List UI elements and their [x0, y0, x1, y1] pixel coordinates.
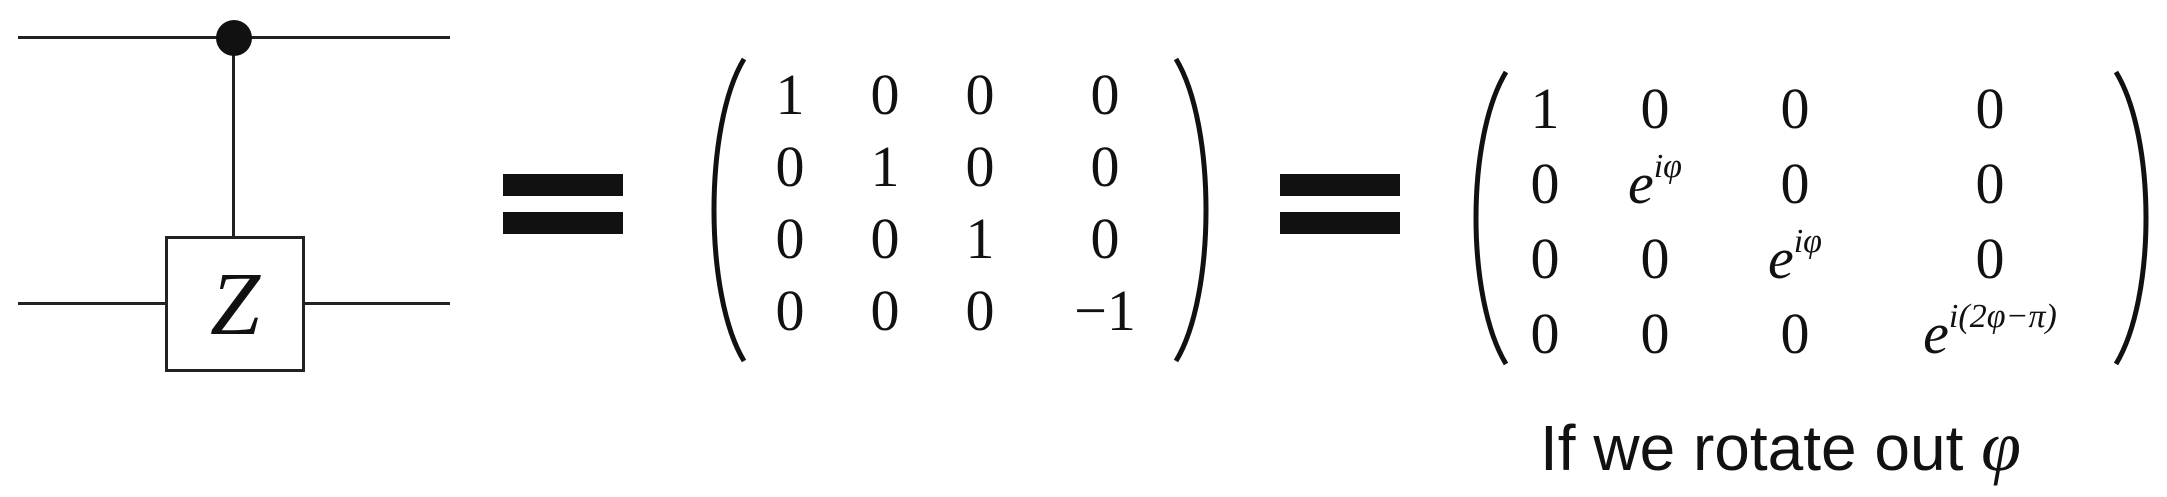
- m2-cell: 0: [1780, 301, 1810, 366]
- m1-cell: 1: [965, 206, 995, 271]
- control-connector: [232, 38, 235, 238]
- m1-cell: 0: [870, 206, 900, 271]
- m2-cell: 0: [1640, 226, 1670, 291]
- m2-e: e: [1923, 301, 1949, 366]
- caption-symbol: φ: [1981, 406, 2021, 486]
- m2-cell: 0: [1640, 301, 1670, 366]
- m1-cell: 0: [965, 62, 995, 127]
- m1-cell: −1: [1074, 278, 1136, 343]
- m1-cell: 1: [775, 62, 805, 127]
- m2-cell: 0: [1640, 76, 1670, 141]
- m2-exponent: i(2φ−π): [1948, 298, 2057, 335]
- m2-exponent: iφ: [1793, 223, 1822, 260]
- m1-cell: 0: [775, 206, 805, 271]
- caption: [1540, 405, 2021, 488]
- m2-cell: 0: [1975, 76, 2005, 141]
- m1-cell: 0: [1090, 206, 1120, 271]
- z-gate-label: Z: [209, 254, 261, 354]
- m2-e: e: [1627, 151, 1654, 216]
- matrix-1-right-paren: [1170, 55, 1220, 365]
- m2-cell: 0: [1530, 226, 1560, 291]
- caption-text: If we rotate out: [1540, 412, 1982, 484]
- z-gate: [165, 236, 305, 372]
- m2-cell: 0: [1975, 151, 2005, 216]
- m1-cell: 0: [965, 278, 995, 343]
- m2-cell-exp: [1740, 223, 1850, 291]
- m1-cell: 0: [965, 134, 995, 199]
- m2-cell-exp: [1880, 298, 2100, 366]
- m1-cell: 0: [775, 134, 805, 199]
- m2-cell: 0: [1975, 226, 2005, 291]
- m2-cell: 0: [1780, 76, 1810, 141]
- m1-cell: 0: [775, 278, 805, 343]
- m2-cell: 0: [1530, 301, 1560, 366]
- m1-cell: 0: [870, 62, 900, 127]
- m2-cell: 1: [1530, 76, 1560, 141]
- m2-cell-exp: [1600, 148, 1710, 216]
- control-dot-icon: [216, 20, 252, 56]
- m1-cell: 1: [870, 134, 900, 199]
- m2-exponent: iφ: [1653, 148, 1682, 185]
- m2-e: e: [1767, 226, 1794, 291]
- matrix-2-right-paren: [2110, 68, 2160, 368]
- m2-cell: 0: [1780, 151, 1810, 216]
- matrix-1-left-paren: [700, 55, 750, 365]
- m1-cell: 0: [1090, 134, 1120, 199]
- m1-cell: 0: [870, 278, 900, 343]
- matrix-2-left-paren: [1462, 68, 1512, 368]
- m2-cell: 0: [1530, 151, 1560, 216]
- m1-cell: 0: [1090, 62, 1120, 127]
